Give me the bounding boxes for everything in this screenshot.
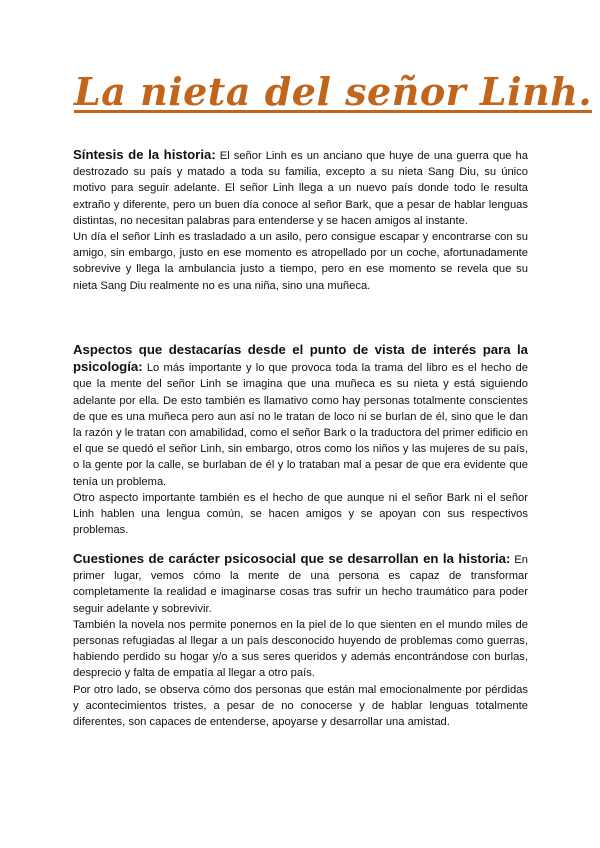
document-title: La nieta del señor Linh. (74, 69, 593, 114)
paragraph-text: El señor Linh es un anciano que huye de una guerra que ha destrozado su país y matado a toda su familia, excepto a su nieta Sang Diu, su único motivo para seguir adelante. El señor Linh llega a un nuevo país donde todo le resulta extraño y diferente, pero un buen día conoce al señor Bark, que a pesar de hablar lenguas distintas, no necesitan palabras para entenderse y se hacen amigos al instante. (73, 150, 528, 227)
section-heading: Cuestiones de carácter psicosocial que se desarrollan en la historia: (73, 551, 511, 566)
paragraph-text: En primer lugar, vemos cómo la mente de una persona es capaz de transformar completamente la realidad e imaginarse cosas tras sufrir un hecho traumático para poder seguir adelante y sobrevivir. (73, 554, 528, 615)
section-heading: Síntesis de la historia: (73, 147, 216, 162)
section-paragraph: Por otro lado, se observa cómo dos personas que están mal emocionalmente por pérdidas y acontecimientos tristes, a pesar de no conocerse y de hablar lenguas totalmente diferentes, son capaces de entenderse, apoyarse y desarrollar una amistad. (73, 683, 528, 729)
section-paragraph: Un día el señor Linh es trasladado a un asilo, pero consigue escapar y encontrarse con su amigo, sin embargo, justo en ese momento es atropellado por un coche, afortunadamente sobrevive y llega la ambulancia justo a tiempo, pero en ese momento se revela que su nieta Sang Diu realmente no es una niña, sino una muñeca. (73, 231, 528, 292)
section-psychosocial-issues (73, 551, 528, 730)
section-paragraph (73, 147, 528, 229)
section-synopsis (73, 147, 528, 294)
paragraph-text: Lo más importante y lo que provoca toda la trama del libro es el hecho de que la mente del señor Linh se imagina que una muñeca es su nieta y está siguiendo adelante por ella. De esto también es llamativo como hay personas totalmente conscientes de que es una muñeca pero aun así no le tratan de loco ni se burlan de él, sino que le dan la razón y le tratan con amabilidad, como el señor Bark o la traductora del primer edificio en el que se quedó el señor Linh, sin embargo, otros como los niños y las mujeres de su país, o la gente por la calle, se burlaban de él y lo trataban mal a pesar de que era evidente que tenía un problema. (73, 362, 528, 488)
section-paragraph (73, 342, 528, 490)
section-paragraph: Otro aspecto importante también es el hecho de que aunque ni el señor Bark ni el señor Linh hablen una lengua común, se hacen amigos y se apoyan con sus respectivos problemas. (73, 491, 528, 537)
section-heading: Aspectos que destacarías desde el punto de vista de interés para la psicología: (73, 342, 528, 375)
section-paragraph: También la novela nos permite ponernos en la piel de lo que sienten en el mundo miles de personas refugiadas al llegar a un país desconocido huyendo de problemas como guerras, habiendo perdido su hogar y/o a sus seres queridos y además encontrándose con burlas, desprecio y falta de empatía al llegar a otro país. (73, 618, 528, 680)
section-psychology-aspects (73, 342, 528, 538)
section-paragraph (73, 551, 528, 617)
